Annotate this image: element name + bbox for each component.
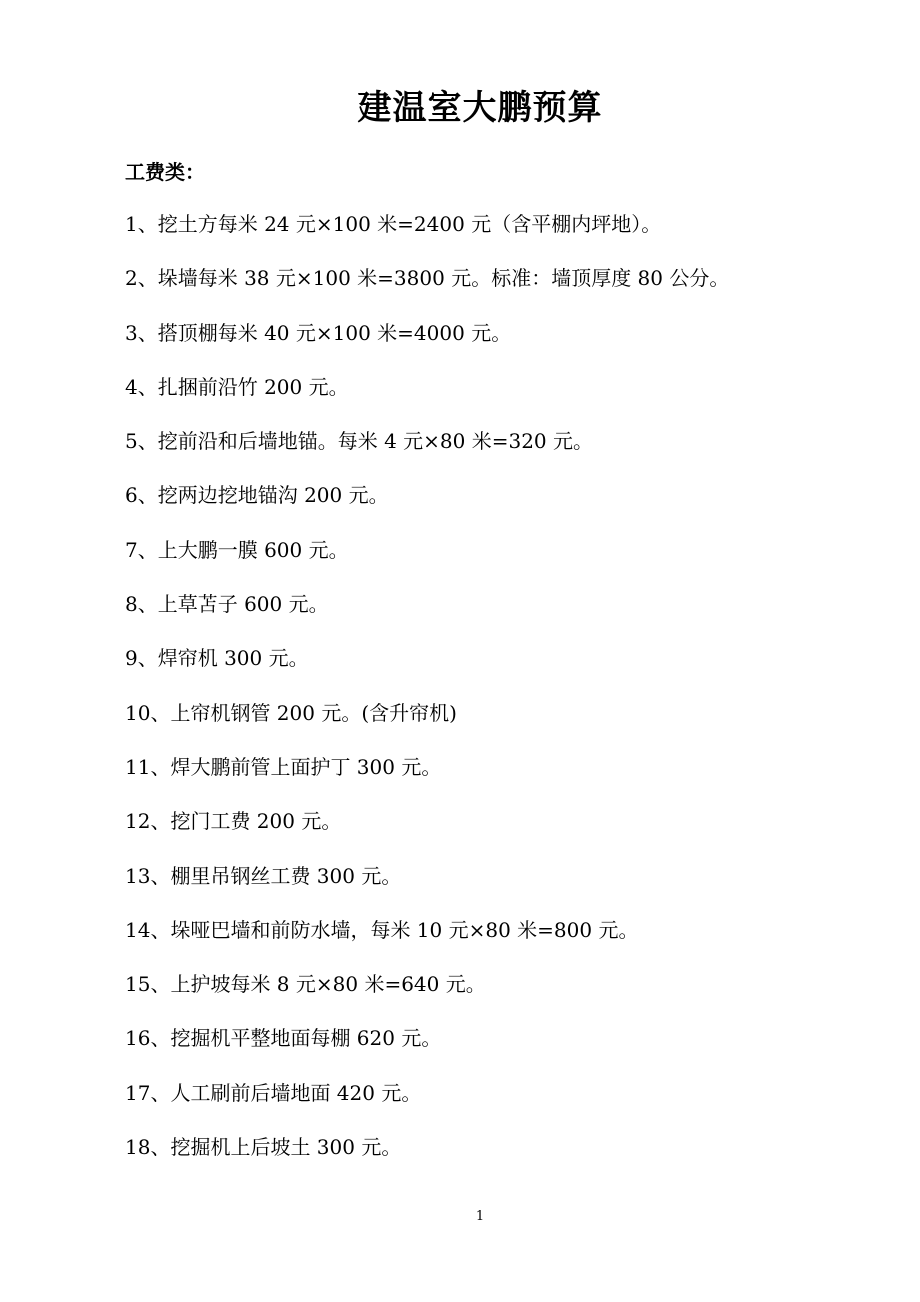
cost-item: 3、搭顶棚每米 40 元×100 米=4000 元。 xyxy=(125,320,512,345)
cost-item: 4、扎捆前沿竹 200 元。 xyxy=(125,374,349,399)
cost-item: 13、棚里吊钢丝工费 300 元。 xyxy=(125,863,402,888)
cost-item: 18、挖掘机上后坡土 300 元。 xyxy=(125,1135,402,1160)
section-heading: 工费类： xyxy=(125,160,205,184)
cost-item: 14、垛哑巴墙和前防水墙，每米 10 元×80 米=800 元。 xyxy=(125,917,639,942)
cost-item: 5、挖前沿和后墙地锚。每米 4 元×80 米=320 元。 xyxy=(125,429,594,454)
cost-item: 1、挖土方每米 24 元×100 米=2400 元（含平棚内坪地）。 xyxy=(125,212,662,236)
cost-item: 8、上草苫子 600 元。 xyxy=(125,592,329,617)
cost-item: 7、上大鹏一膜 600 元。 xyxy=(125,537,349,562)
cost-item: 2、垛墙每米 38 元×100 米=3800 元。标准：墙顶厚度 80 公分。 xyxy=(125,266,730,291)
cost-item: 16、挖掘机平整地面每棚 620 元。 xyxy=(125,1026,442,1051)
page-number: 1 xyxy=(475,1209,485,1224)
cost-item: 12、挖门工费 200 元。 xyxy=(125,809,342,834)
cost-item: 15、上护坡每米 8 元×80 米=640 元。 xyxy=(125,972,486,997)
cost-item: 9、焊帘机 300 元。 xyxy=(125,646,309,671)
cost-item-list xyxy=(125,207,885,1184)
document-title: 建温室大鹏预算 xyxy=(357,88,603,128)
cost-item: 10、上帘机钢管 200 元。(含升帘机) xyxy=(125,700,457,725)
cost-item: 17、人工刷前后墙地面 420 元。 xyxy=(125,1080,422,1105)
cost-item: 11、焊大鹏前管上面护丁 300 元。 xyxy=(125,754,442,779)
cost-item: 6、挖两边挖地锚沟 200 元。 xyxy=(125,483,389,508)
